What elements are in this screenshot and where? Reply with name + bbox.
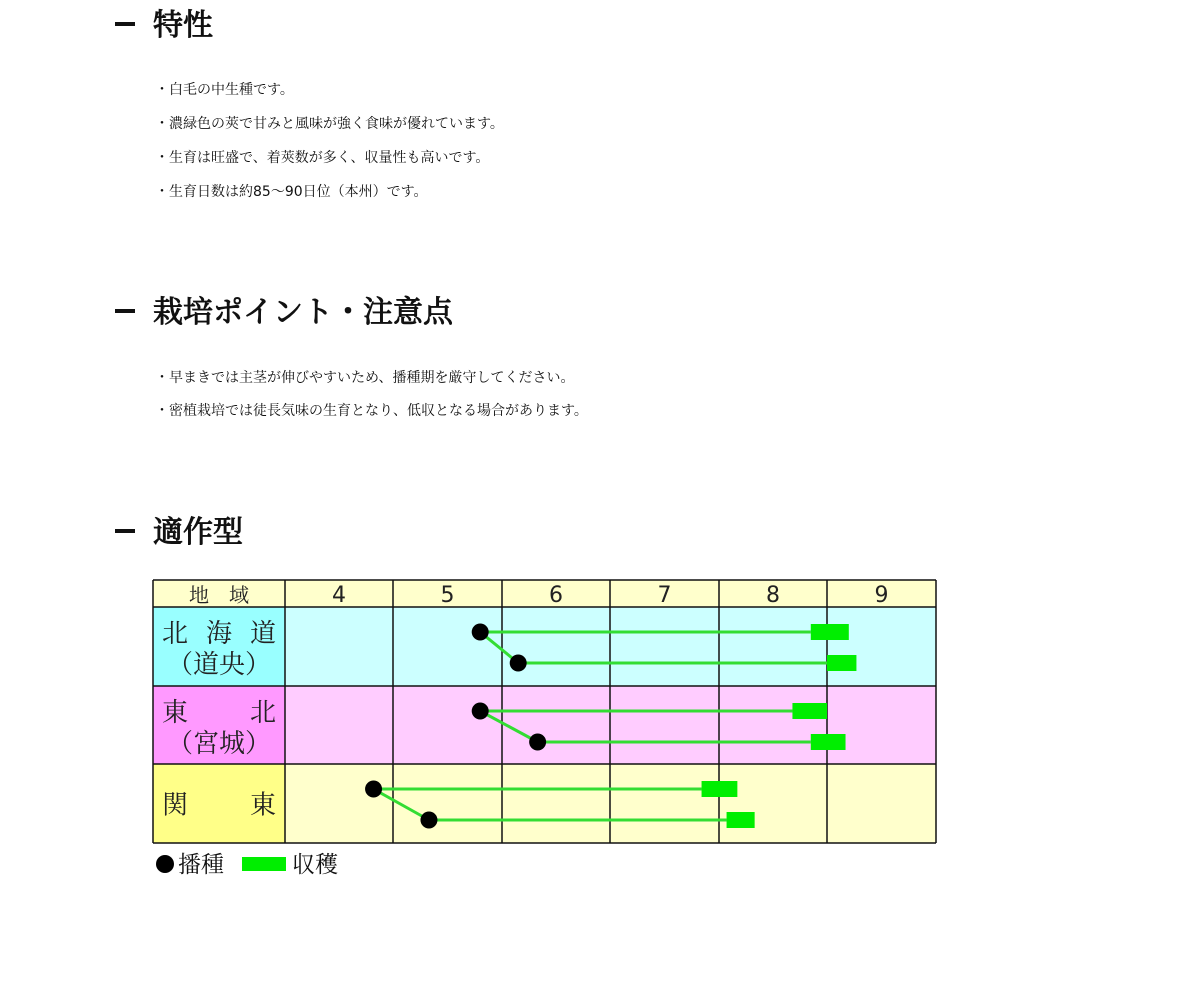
harvest-bar	[827, 655, 856, 671]
header-month: 5	[440, 583, 455, 608]
region-name: 北 海 道	[162, 619, 276, 649]
cultivation-bullet: ・密植栽培では徒長気味の生育となり、低収となる場合があります。	[155, 403, 588, 419]
harvest-bar-icon	[242, 857, 286, 871]
harvest-bar	[811, 734, 846, 750]
chart-legend	[156, 850, 338, 880]
sowing-dot	[472, 703, 489, 720]
header-month: 9	[874, 583, 889, 608]
region-subname: （宮城）	[166, 729, 272, 759]
harvest-bar	[792, 703, 827, 719]
header-month: 6	[549, 583, 563, 608]
sowing-dot	[472, 624, 489, 641]
header-month: 7	[657, 583, 672, 608]
header-region: 地 域	[189, 583, 249, 607]
sowing-dot	[529, 734, 546, 751]
harvest-bar	[702, 781, 738, 797]
region-name: 東 北	[162, 698, 276, 728]
harvest-bar	[811, 624, 849, 640]
sowing-dot-icon	[156, 855, 174, 873]
legend-harvest-label: 収穫	[292, 852, 338, 878]
sowing-dot	[510, 655, 527, 672]
cultivation-bullet: ・早まきでは主茎が伸びやすいため、播種期を厳守してください。	[155, 370, 575, 386]
region-subname: （道央）	[166, 650, 272, 680]
feature-bullet: ・濃緑色の莢で甘みと風味が強く食味が優れています。	[155, 116, 504, 132]
feature-bullet: ・生育は旺盛で、着莢数が多く、収量性も高いです。	[155, 150, 490, 166]
harvest-bar	[727, 812, 755, 828]
table-header-bg	[153, 580, 936, 607]
sowing-dot	[365, 781, 382, 798]
header-month: 4	[332, 583, 346, 608]
legend-sowing-label: 播種	[178, 852, 224, 878]
section-title-text: 特性	[153, 8, 213, 43]
feature-bullet: ・生育日数は約85～90日位（本州）です。	[155, 184, 428, 200]
sowing-dot	[420, 812, 437, 829]
section-title-text: 栽培ポイント・注意点	[153, 295, 453, 330]
feature-bullet: ・白毛の中生種です。	[155, 82, 294, 98]
header-month: 8	[766, 583, 780, 608]
region-name: 関 東	[162, 790, 276, 821]
section-title-text: 適作型	[153, 515, 243, 550]
